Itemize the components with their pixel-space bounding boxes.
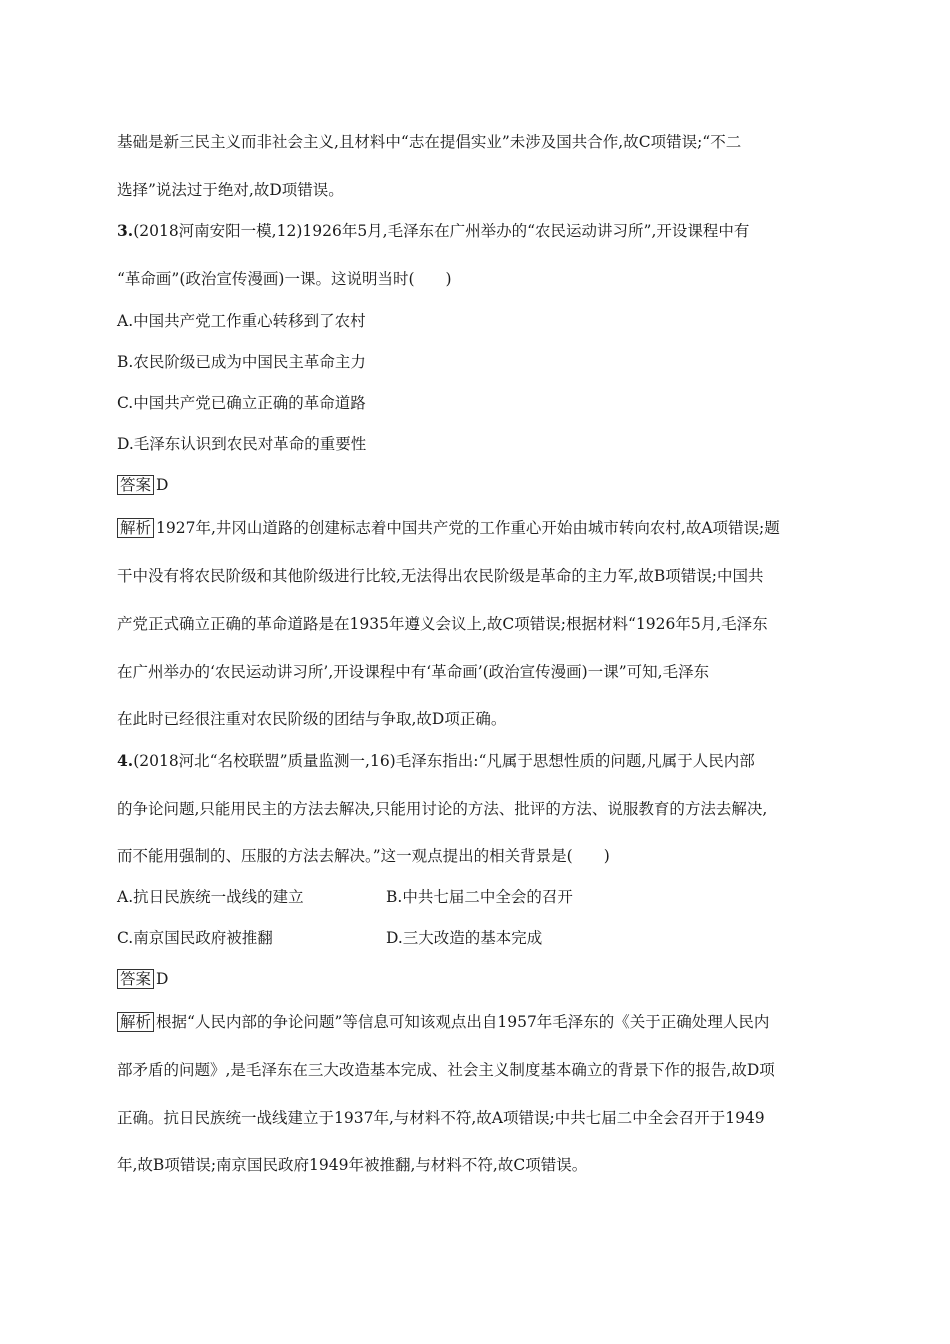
question-stem-text: 的争论问题,只能用民主的方法去解决,只能用讨论的方法、批评的方法、说服教育的方法去解决,	[117, 800, 768, 818]
answer-row	[117, 475, 168, 495]
question-4-stem	[117, 751, 755, 771]
analysis-label: 解析	[117, 1012, 154, 1032]
analysis-line: 选择”说法过于绝对,故D项错误。	[117, 181, 344, 199]
option-a: A.抗日民族统一战线的建立	[117, 888, 304, 906]
analysis-label: 解析	[117, 518, 154, 538]
analysis-row	[117, 518, 780, 538]
answer-value: D	[156, 970, 169, 988]
answer-label: 答案	[117, 969, 154, 989]
analysis-row	[117, 1012, 769, 1032]
option-d: D.三大改造的基本完成	[386, 929, 543, 947]
question-stem-text: “革命画”(政治宣传漫画)一课。这说明当时( )	[117, 270, 452, 288]
option-c: C.中国共产党已确立正确的革命道路	[117, 394, 366, 412]
question-stem-text: 而不能用强制的、压服的方法去解决。”这一观点提出的相关背景是( )	[117, 847, 610, 865]
answer-row	[117, 969, 168, 989]
analysis-line: 年,故B项错误;南京国民政府1949年被推翻,与材料不符,故C项错误。	[117, 1156, 588, 1174]
option-c: C.南京国民政府被推翻	[117, 929, 273, 947]
analysis-line: 在广州举办的‘农民运动讲习所’,开设课程中有‘革命画’(政治宣传漫画)一课”可知,毛泽东	[117, 663, 710, 681]
option-d: D.毛泽东认识到农民对革命的重要性	[117, 435, 367, 453]
analysis-line: 产党正式确立正确的革命道路是在1935年遵义会议上,故C项错误;根据材料“1926年5月,毛泽东	[117, 615, 768, 633]
answer-label: 答案	[117, 475, 154, 495]
analysis-line: 干中没有将农民阶级和其他阶级进行比较,无法得出农民阶级是革命的主力军,故B项错误;中国共	[117, 567, 764, 585]
question-3-stem	[117, 221, 749, 241]
analysis-line: 基础是新三民主义而非社会主义,且材料中“志在提倡实业”未涉及国共合作,故C项错误;“不二	[117, 133, 742, 151]
question-stem-text: (2018河北“名校联盟”质量监测一,16)毛泽东指出:“凡属于思想性质的问题,凡属于人民内部	[133, 752, 755, 770]
analysis-line: 1927年,井冈山道路的创建标志着中国共产党的工作重心开始由城市转向农村,故A项错误;题	[156, 519, 780, 537]
question-stem-text: (2018河南安阳一模,12)1926年5月,毛泽东在广州举办的“农民运动讲习所”,开设课程中有	[133, 222, 750, 240]
analysis-line: 正确。抗日民族统一战线建立于1937年,与材料不符,故A项错误;中共七届二中全会召开于1949	[117, 1109, 765, 1127]
option-a: A.中国共产党工作重心转移到了农村	[117, 312, 366, 330]
analysis-line: 部矛盾的问题》,是毛泽东在三大改造基本完成、社会主义制度基本确立的背景下作的报告,故D项	[117, 1061, 775, 1079]
answer-value: D	[156, 476, 169, 494]
option-b: B.中共七届二中全会的召开	[386, 888, 573, 906]
question-number: 4.	[117, 751, 134, 770]
option-b: B.农民阶级已成为中国民主革命主力	[117, 353, 366, 371]
question-number: 3.	[117, 221, 134, 240]
analysis-line: 根据“人民内部的争论问题”等信息可知该观点出自1957年毛泽东的《关于正确处理人民内	[156, 1013, 770, 1031]
analysis-line: 在此时已经很注重对农民阶级的团结与争取,故D项正确。	[117, 710, 507, 728]
